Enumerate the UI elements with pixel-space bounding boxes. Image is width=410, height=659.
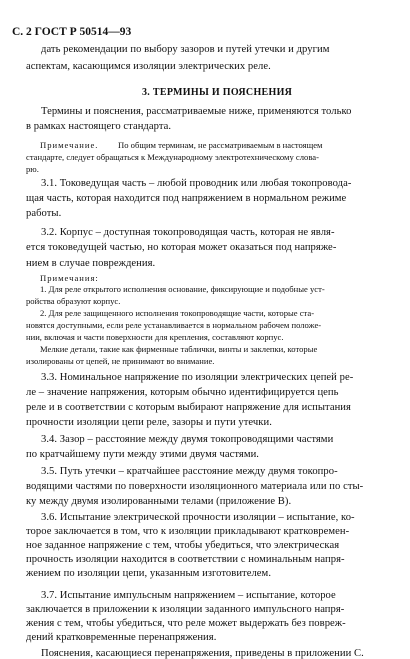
term-3-2-line: 3.2. Корпус – доступная токопроводящая часть, которая не явля- [41,227,335,238]
term-3-5-line: ку между двумя изолированными телами (приложение В). [26,496,292,507]
term-3-5-line: 3.5. Путь утечки – кратчайшее расстояние между двумя токопро- [41,466,338,477]
notes-line: 2. Для реле защищенного исполнения токопроводящие части, которые ста- [40,308,315,318]
intro-line: аспектам, касающимся изоляции электрических реле. [26,61,271,72]
term-3-6-line: ное заданное напряжение с тем, чтобы убедиться, что электрическая [26,540,340,551]
notes-line: изолированы от цепей, не принимают во внимание. [26,356,215,366]
term-3-3-line: ле – значение напряжения, которым обычно идентифицируется цепь [26,387,339,398]
notes-label: Примечания: [40,273,99,283]
notes-line: нии, включая и части поверхности для крепления, составляют корпус. [26,332,284,342]
page-header: С. 2 ГОСТ Р 50514—93 [12,26,132,38]
term-3-7-line: заключается в приложении к изоляции заданного импульсного напря- [26,604,345,615]
term-3-1-line: щая часть, которая находится под напряжением в нормальном режиме [26,193,347,204]
note-line: рю. [26,164,39,174]
term-3-5-line: водящими частями по поверхности изоляционного материала или по сты- [26,481,364,492]
term-3-3-line: реле и в соответствии с которым выбирают напряжение для испытания [26,402,351,413]
terms-intro-line: в рамках настоящего стандарта. [26,121,172,132]
term-3-1-line: 3.1. Токоведущая часть – любой проводник или любая токопровода- [41,178,352,189]
notes-line: ройства образуют корпус. [26,296,121,306]
note-line: По общим терминам, не рассматриваемым в настоящем [118,140,323,150]
note-line: стандарте, следует обращаться к Международному электротехническому слова- [26,152,319,162]
term-3-4-line: 3.4. Зазор – расстояние между двумя токопроводящими частями [41,434,334,445]
term-3-6-line: торое заключается в том, что к изоляции прикладывают кратковремен- [26,526,350,537]
section-title: 3. ТЕРМИНЫ И ПОЯСНЕНИЯ [142,87,293,98]
term-3-1-line: работы. [26,208,62,219]
term-3-6-line: 3.6. Испытание электрической прочности изоляции – испытание, ко- [41,512,355,523]
term-3-7-line: жения с тем, чтобы убедиться, что реле может выдержать без повреж- [26,618,346,629]
term-3-6-line: прочность изоляции находится в соответствии с номинальным напря- [26,554,345,565]
notes-line: Мелкие детали, такие как фирменные таблички, винты и заклепки, которые [40,344,318,354]
term-3-2-line: нием в случае повреждения. [26,258,156,269]
term-3-7-line: дений кратковременные перенапряжения. [26,632,217,643]
term-3-7-line: 3.7. Испытание импульсным напряжением – испытание, которое [41,590,336,601]
term-3-3-line: прочности изоляции цепи реле, зазоры и пути утечки. [26,417,272,428]
term-3-2-line: ется токоведущей частью, но которая может оказаться под напряже- [26,242,337,253]
term-3-3-line: 3.3. Номинальное напряжение по изоляции электрических цепей ре- [41,372,354,383]
notes-line: новятся доступными, если реле устанавливается в нормальном рабочем положе- [26,320,322,330]
term-3-4-line: по кратчайшему пути между этими двумя частями. [26,449,259,460]
term-3-6-line: жением по изоляции цепи, указанным изготовителем. [26,568,272,579]
notes-line: 1. Для реле открытого исполнения основание, фиксирующие и подобные уст- [40,284,325,294]
closing-line: Пояснения, касающиеся перенапряжения, приведены в приложении С. [41,648,364,659]
intro-line: дать рекомендации по выбору зазоров и путей утечки и другим [41,44,330,55]
note-label: Примечание. [40,140,99,150]
terms-intro-line: Термины и пояснения, рассматриваемые ниже, применяются только [41,106,352,117]
